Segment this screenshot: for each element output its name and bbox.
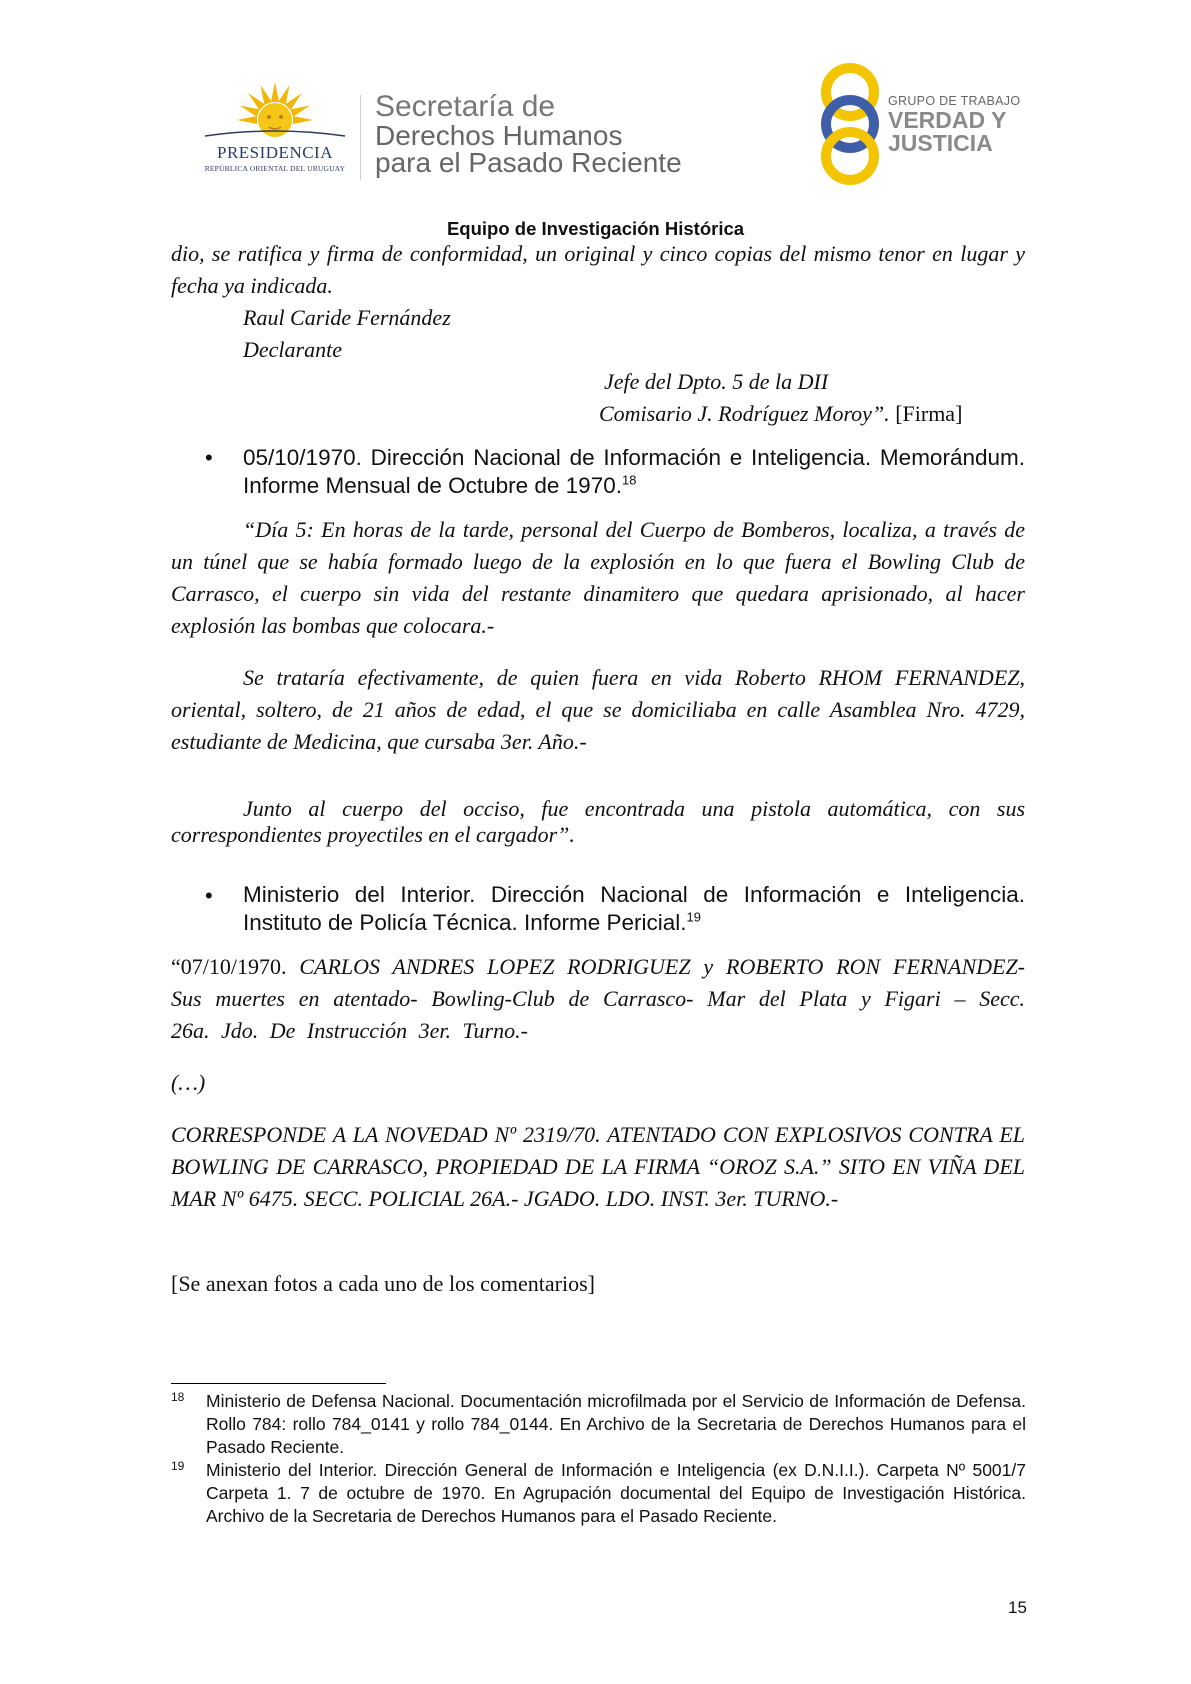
presidencia-sun-logo <box>195 78 355 178</box>
justicia-label: JUSTICIA <box>888 130 993 156</box>
presidencia-subtitle: REPÚBLICA ORIENTAL DEL URUGUAY <box>204 164 346 173</box>
report-date: “07/10/1970. <box>171 954 287 979</box>
signature-note: [Firma] <box>895 401 963 426</box>
footnote-ref-18[interactable]: 18 <box>621 472 637 488</box>
logo-divider <box>360 95 361 180</box>
declarant-name: Raul Caride Fernández <box>243 305 451 330</box>
page-number: 15 <box>1008 1598 1027 1617</box>
ellipsis: (…) <box>171 1070 206 1095</box>
report-paragraph <box>171 951 1025 1047</box>
bullet-2-text: Ministerio del Interior. Dirección Nacional de Información e Inteligencia. Instituto de Policía Técnica. Informe Pericial. <box>243 882 1025 935</box>
bullet-dot: • <box>205 883 213 908</box>
presidencia-name: PRESIDENCIA <box>216 143 333 162</box>
annex-note: [Se anexan fotos a cada uno de los comentarios] <box>171 1271 595 1296</box>
quote-paragraph-3: Junto al cuerpo del occiso, fue encontrada una pistola automática, con sus correspondientes proyectiles en el cargador”. <box>171 796 1025 847</box>
secretaria-line-2: Derechos Humanos <box>375 120 623 151</box>
report-body: CARLOS ANDRES LOPEZ RODRIGUEZ y ROBERTO RON FERNANDEZ- Sus muertes en atentado- Bowling-Club de Carrasco- Mar del Plata y Figari – Secc. 26a. Jdo. De Instrucción 3er. Turno.- <box>171 954 1026 1043</box>
verdad-label: VERDAD Y <box>888 107 1007 133</box>
footnote-19-number: 19 <box>171 1459 185 1473</box>
footnote-18-number: 18 <box>171 1390 185 1404</box>
declarant-role: Declarante <box>243 337 342 362</box>
quote-paragraph-1: “Día 5: En horas de la tarde, personal del Cuerpo de Bomberos, localiza, a través de un túnel que se había formado luego de la explosión en lo que fuera el Bowling Club de Carrasco, el cuerpo sin vida del restante dinamitero que quedara aprisionado, al hacer explosión las bombas que colocara.- <box>171 517 1025 638</box>
novedad-paragraph: CORRESPONDE A LA NOVEDAD Nº 2319/70. ATENTADO CON EXPLOSIVOS CONTRA EL BOWLING DE CARRASCO, PROPIEDAD DE LA FIRMA “OROZ S.A.” SITO EN VIÑA DEL MAR Nº 6475. SECC. POLICIAL 26A.- JGADO. LDO. INST. 3er. TURNO.- <box>171 1122 1025 1211</box>
quote-paragraph-2: Se trataría efectivamente, de quien fuera en vida Roberto RHOM FERNANDEZ, oriental, soltero, de 21 años de edad, el que se domiciliaba en calle Asamblea Nro. 4729, estudiante de Medicina, que cursaba 3er. Año.- <box>171 665 1025 754</box>
bullet-2 <box>243 881 1025 937</box>
grupo-trabajo-label: GRUPO DE TRABAJO <box>888 94 1021 108</box>
chief-title: Jefe del Dpto. 5 de la DII <box>604 369 829 394</box>
bullet-1 <box>243 444 1025 500</box>
secretaria-line-3: para el Pasado Reciente <box>375 147 682 178</box>
secretaria-line-1: Secretaría de <box>375 90 556 123</box>
chief-signature-line <box>599 398 962 430</box>
footnote-ref-19[interactable]: 19 <box>686 909 702 925</box>
footnote-separator <box>171 1383 386 1384</box>
footnote-18-text: Ministerio de Defensa Nacional. Documentación microfilmada por el Servicio de Información de Defensa. Rollo 784: rollo 784_0141 y rollo 784_0144. En Archivo de la Secretaria de Derechos Humanos para el Pasado Reciente. <box>206 1391 1026 1457</box>
intro-paragraph: dio, se ratifica y firma de conformidad, un original y cinco copias del mismo tenor en lugar y fecha ya indicada. <box>171 241 1025 298</box>
bullet-dot: • <box>205 445 213 470</box>
team-title: Equipo de Investigación Histórica <box>446 218 745 239</box>
bullet-1-text: 05/10/1970. Dirección Nacional de Información e Inteligencia. Memorándum. Informe Mensual de Octubre de 1970. <box>243 445 1025 498</box>
chief-name: Comisario J. Rodríguez Moroy”. <box>599 401 890 426</box>
footnote-19-text: Ministerio del Interior. Dirección General de Información e Inteligencia (ex D.N.I.I.). Carpeta Nº 5001/7 Carpeta 1. 7 de octubre de 1970. En Agrupación documental del Equipo de Investigación Histórica. Archivo de la Secretaria de Derechos Humanos para el Pasado Reciente. <box>206 1460 1026 1526</box>
